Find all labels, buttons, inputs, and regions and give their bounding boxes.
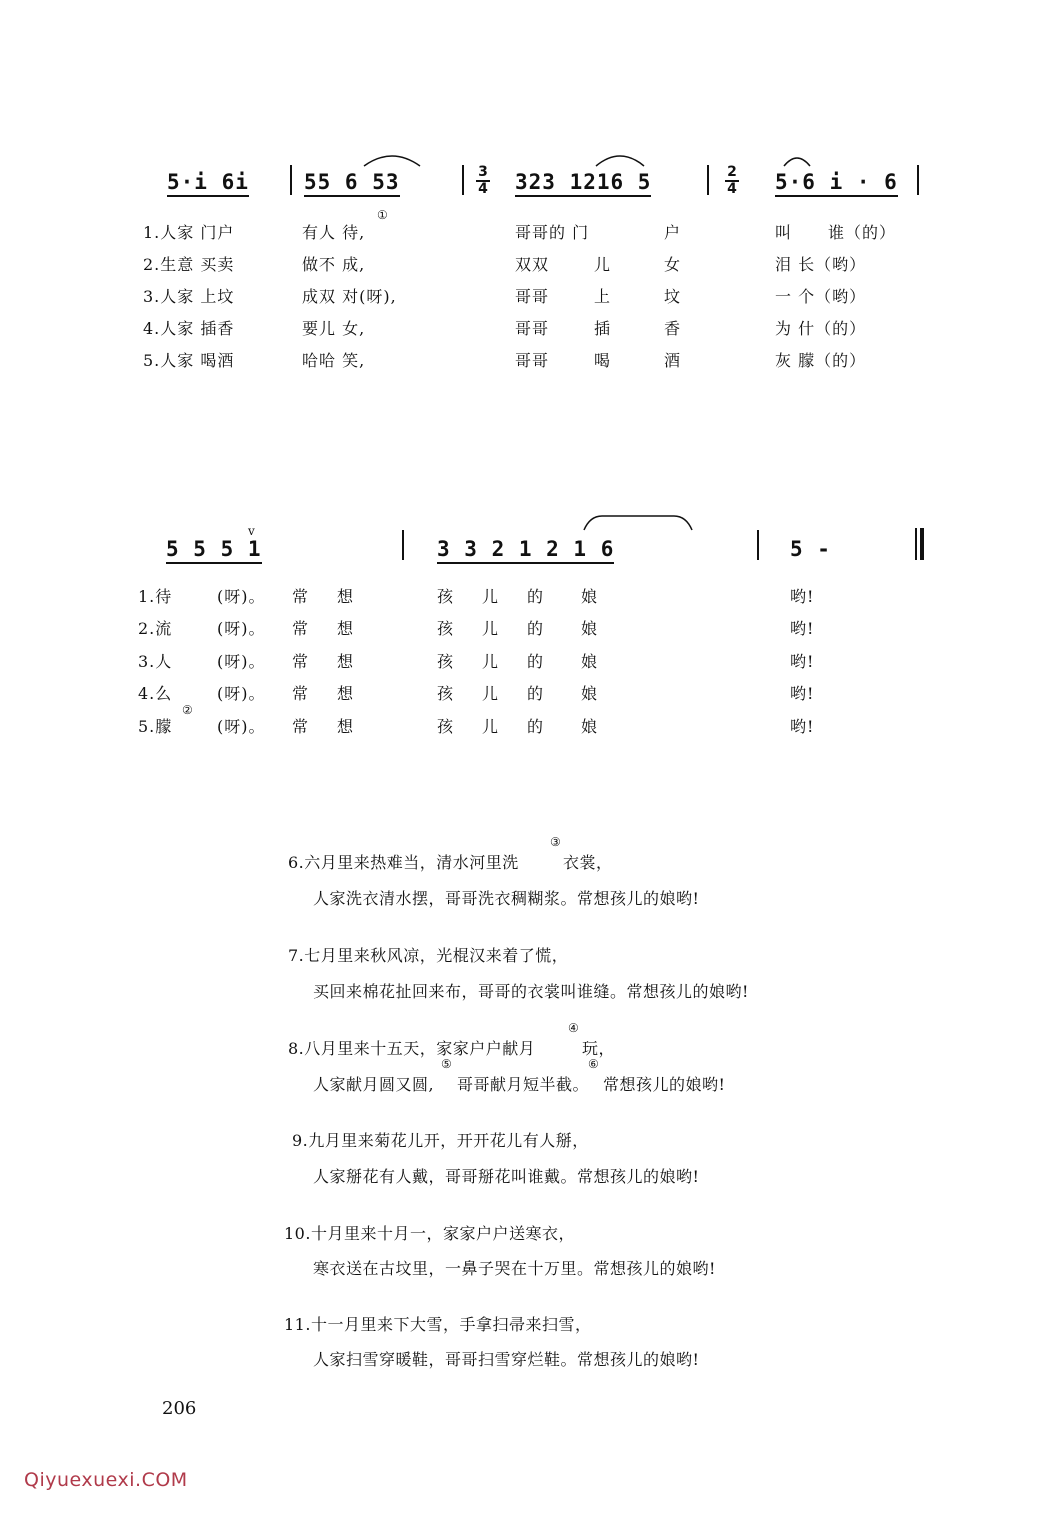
lyric-cell: 想: [337, 717, 355, 736]
measure-6-text: 3 3 2 1 2 1 6: [437, 537, 614, 564]
lyric-cell: 哥哥: [515, 319, 550, 338]
lyric-cell: 哟!: [790, 619, 815, 638]
time-signature-3-4: [476, 165, 490, 197]
lyric-cell: 孩: [437, 684, 455, 703]
lyric-cell: 儿: [482, 587, 500, 606]
verse-line: 8.八月里来十五天，家家户户献月: [288, 1039, 536, 1058]
lyric-cell: 娘: [581, 717, 599, 736]
lyric-cell: (呀)。: [217, 684, 266, 703]
verse-line: 6.六月里来热难当，清水河里洗: [288, 853, 519, 872]
barline: [757, 530, 759, 560]
verse-line: 人家掰花有人戴，哥哥掰花叫谁戴。常想孩儿的娘哟!: [313, 1167, 700, 1186]
barline: [917, 165, 919, 195]
footnote-mark-5: ⑤: [441, 1057, 452, 1071]
footnote-mark-4: ④: [568, 1021, 579, 1035]
lyric-cell: 双双: [515, 255, 550, 274]
barline: [462, 165, 464, 195]
measure-5-text: 5 5 5 1: [166, 537, 262, 564]
lyric-cell: 儿: [482, 684, 500, 703]
lyric-cell: (呀)。: [217, 652, 266, 671]
lyric-cell: 的: [527, 684, 545, 703]
watermark-logo: Qiyuexuexi.COM: [24, 1469, 188, 1491]
time-sig-bottom: 4: [727, 181, 737, 197]
lyric-cell: 香: [664, 319, 682, 338]
lyric-cell: 2.生意 买卖: [143, 255, 235, 274]
lyric-cell: (呀)。: [217, 587, 266, 606]
footnote-mark-1: ①: [377, 208, 388, 222]
verse-line: 10.十月里来十月一，家家户户送寒衣，: [284, 1224, 575, 1243]
lyric-cell: 为 什（的）: [775, 319, 867, 338]
time-sig-bottom: 4: [478, 181, 488, 197]
measure-1-notes: [167, 170, 249, 194]
lyric-cell: 孩: [437, 619, 455, 638]
measure-3-text: 323 1216 5: [515, 170, 651, 197]
lyric-cell: 娘: [581, 684, 599, 703]
footnote-mark-2: ②: [182, 703, 193, 717]
lyric-cell: 儿: [594, 255, 612, 274]
lyric-cell: 坟: [664, 287, 682, 306]
lyric-cell: 成双 对(呀),: [302, 287, 397, 306]
lyric-cell: 哥哥: [515, 287, 550, 306]
lyric-cell: 酒: [664, 351, 682, 370]
lyric-cell: 的: [527, 619, 545, 638]
measure-4-notes: [775, 170, 898, 194]
time-sig-top: 2: [727, 164, 737, 180]
measure-2-notes: [304, 170, 400, 194]
verse-line: 人家洗衣清水摆，哥哥洗衣稠糊浆。常想孩儿的娘哟!: [313, 889, 700, 908]
lyric-cell: 常: [292, 587, 310, 606]
lyric-cell: 上: [594, 287, 612, 306]
measure-3-notes: [515, 170, 651, 194]
verse-line: 11.十一月里来下大雪，手拿扫帚来扫雪，: [284, 1315, 592, 1334]
barline: [290, 165, 292, 195]
measure-7-notes: [790, 537, 831, 561]
lyric-cell: 常: [292, 652, 310, 671]
lyric-cell: 户: [664, 223, 682, 242]
lyric-cell: 2.流: [138, 619, 173, 638]
lyric-cell: 哟!: [790, 587, 815, 606]
lyric-cell: 4.人家 插香: [143, 319, 235, 338]
verse-line: 衣裳，: [563, 853, 613, 872]
lyric-cell: 想: [337, 587, 355, 606]
lyric-cell: 想: [337, 619, 355, 638]
slur-arc: [782, 154, 812, 168]
verse-line: 人家扫雪穿暖鞋，哥哥扫雪穿烂鞋。常想孩儿的娘哟!: [313, 1350, 700, 1369]
lyric-cell: 儿: [482, 717, 500, 736]
verse-line: 9.九月里来菊花儿开，开开花儿有人掰，: [292, 1131, 589, 1150]
verse-line: 人家献月圆又圆,: [313, 1075, 435, 1094]
lyric-cell: 谁（的）: [828, 223, 897, 242]
lyric-cell: 孩: [437, 717, 455, 736]
lyric-cell: 有人 待,: [302, 223, 366, 242]
verse-line: 哥哥献月短半截。: [457, 1075, 590, 1094]
lyric-cell: (呀)。: [217, 619, 266, 638]
lyric-cell: 1.待: [138, 587, 173, 606]
lyric-cell: 哥哥: [515, 351, 550, 370]
lyric-cell: 1.人家 门户: [143, 223, 235, 242]
lyric-cell: 的: [527, 717, 545, 736]
lyric-cell: 4.么: [138, 684, 173, 703]
lyric-cell: 娘: [581, 619, 599, 638]
verse-line: 常想孩儿的娘哟!: [603, 1075, 726, 1094]
lyric-cell: 3.人家 上坟: [143, 287, 235, 306]
final-barline-thin: [915, 528, 917, 560]
lyric-cell: 泪 长（哟）: [775, 255, 867, 274]
lyric-cell: 喝: [594, 351, 612, 370]
lyric-cell: 常: [292, 619, 310, 638]
slur-arc: [362, 152, 422, 168]
footnote-mark-3: ③: [550, 835, 561, 849]
slur-arc: [594, 152, 646, 168]
time-sig-top: 3: [478, 164, 488, 180]
lyric-cell: 想: [337, 684, 355, 703]
lyric-cell: 娘: [581, 587, 599, 606]
lyric-cell: 3.人: [138, 652, 173, 671]
barline: [402, 530, 404, 560]
lyric-cell: 5.朦: [138, 717, 173, 736]
verse-line: 玩，: [582, 1039, 616, 1058]
lyric-cell: 插: [594, 319, 612, 338]
lyric-cell: 想: [337, 652, 355, 671]
page-number: 206: [162, 1398, 197, 1419]
lyric-cell: 孩: [437, 652, 455, 671]
measure-5-notes: [166, 537, 262, 561]
measure-1-text: 5·i 6i: [167, 170, 249, 197]
lyric-cell: 做不 成,: [302, 255, 366, 274]
lyric-cell: 常: [292, 717, 310, 736]
lyric-cell: 娘: [581, 652, 599, 671]
time-signature-2-4: [725, 165, 739, 197]
verse-line: 7.七月里来秋风凉，光棍汉来着了慌，: [288, 946, 569, 965]
slur-arc: [582, 514, 694, 532]
footnote-mark-6: ⑥: [588, 1057, 599, 1071]
lyric-cell: 叫: [775, 223, 793, 242]
measure-2-text: 55 6 53: [304, 170, 400, 197]
lyric-cell: 儿: [482, 652, 500, 671]
lyric-cell: 的: [527, 587, 545, 606]
verse-line: 寒衣送在古坟里，一鼻子哭在十万里。常想孩儿的娘哟!: [313, 1259, 716, 1278]
measure-6-notes: [437, 537, 614, 561]
lyric-cell: 哟!: [790, 652, 815, 671]
lyric-cell: 的: [527, 652, 545, 671]
lyric-cell: 一 个（哟）: [775, 287, 867, 306]
barline: [707, 165, 709, 195]
measure-7-text: 5 -: [790, 537, 831, 561]
lyric-cell: 5.人家 喝酒: [143, 351, 235, 370]
lyric-cell: 孩: [437, 587, 455, 606]
lyric-cell: (呀)。: [217, 717, 266, 736]
lyric-cell: 哟!: [790, 717, 815, 736]
lyric-cell: 哥哥的 门: [515, 223, 590, 242]
lyric-cell: 儿: [482, 619, 500, 638]
lyric-cell: 女: [664, 255, 682, 274]
measure-4-text: 5·6 i · 6: [775, 170, 898, 197]
lyric-cell: 哟!: [790, 684, 815, 703]
lyric-cell: 常: [292, 684, 310, 703]
lyric-cell: 哈哈 笑,: [302, 351, 366, 370]
lyric-cell: 灰 朦（的）: [775, 351, 867, 370]
verse-line: 买回来棉花扯回来布，哥哥的衣裳叫谁缝。常想孩儿的娘哟!: [313, 982, 749, 1001]
final-barline-thick: [920, 528, 924, 560]
breath-mark: v: [248, 524, 255, 538]
lyric-cell: 要儿 女,: [302, 319, 366, 338]
